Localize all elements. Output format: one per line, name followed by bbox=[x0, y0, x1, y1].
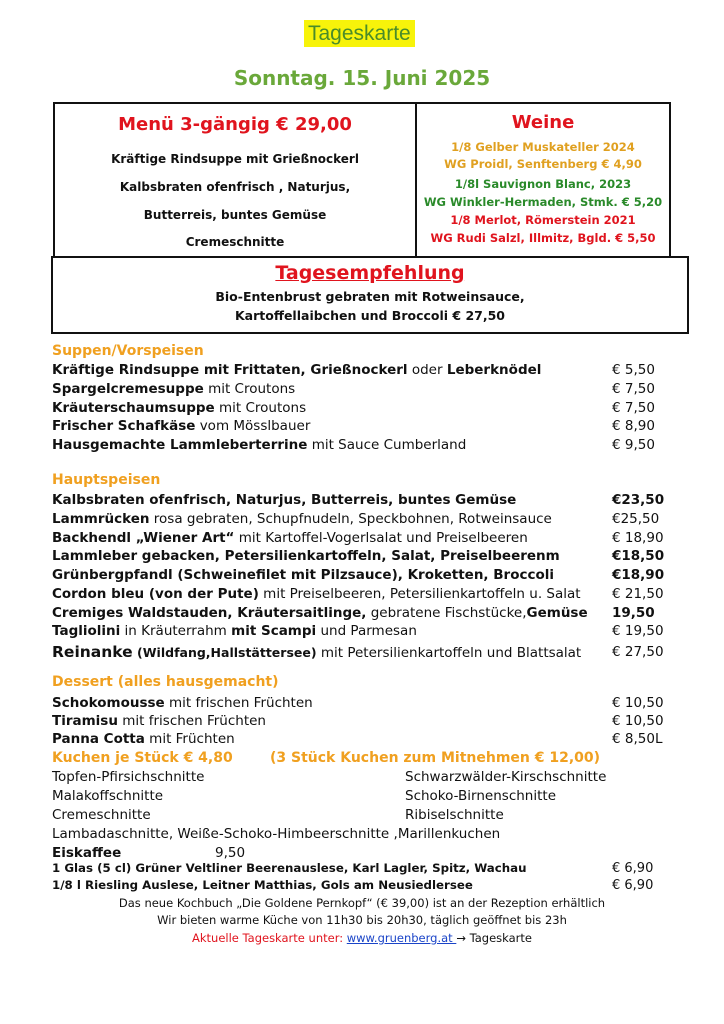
menu-item-row bbox=[52, 585, 692, 604]
menu-line: Butterreis, buntes Gemüse bbox=[143, 208, 327, 222]
footer-cookbook: Das neue Kochbuch „Die Goldene Pernkopf“ (€ 39,00) ist an der Rezeption erhältlich bbox=[118, 896, 606, 910]
kuchen-label: Kuchen je Stück € 4,80 bbox=[52, 750, 233, 766]
item-desc: in Kräuterrahm bbox=[120, 623, 232, 639]
item-text bbox=[52, 510, 552, 529]
item-text bbox=[52, 529, 528, 548]
item-name: Schokomousse bbox=[52, 695, 165, 711]
section-heading-hauptspeisen: Hauptspeisen bbox=[52, 472, 161, 488]
footer-link-line bbox=[0, 931, 724, 945]
cake-item: Topfen-Pfirsichschnitte bbox=[52, 769, 205, 785]
item-desc: gebratene Fischstücke, bbox=[366, 605, 527, 621]
item-name: Cordon bleu (von der Pute) bbox=[52, 586, 259, 602]
cake-item: Cremeschnitte bbox=[52, 807, 151, 823]
item-desc: mit Früchten bbox=[144, 731, 235, 747]
item-price: € 8,90 bbox=[612, 418, 655, 434]
item-name: Reinanke bbox=[52, 643, 133, 661]
wine-title: Weine bbox=[511, 112, 575, 133]
menu-item-row bbox=[52, 604, 692, 623]
item-price: €25,50 bbox=[612, 511, 660, 527]
item-price: € 7,50 bbox=[612, 400, 655, 416]
item-text bbox=[52, 491, 516, 510]
item-name: Leberknödel bbox=[446, 362, 542, 378]
item-name: Kalbsbraten ofenfrisch, Naturjus, Butterreis, buntes Gemüse bbox=[52, 492, 517, 508]
item-price: € 9,50 bbox=[612, 437, 655, 453]
item-text bbox=[52, 694, 313, 713]
menu-item-row bbox=[52, 694, 692, 713]
item-desc: mit Kartoffel-Vogerlsalat und Preiselbeeren bbox=[234, 530, 528, 546]
item-name: Panna Cotta bbox=[52, 731, 145, 747]
item-text bbox=[52, 380, 295, 399]
item-desc: mit Preiselbeeren, Petersilienkartoffeln u. Salat bbox=[258, 586, 581, 602]
item-text bbox=[52, 712, 266, 731]
item-name: Lammleber gebacken, Petersilienkartoffeln, Salat, Preiselbeerenm bbox=[52, 548, 560, 564]
tagesempfehlung-line: Bio-Entenbrust gebraten mit Rotweinsauce, bbox=[215, 289, 525, 304]
item-price: € 7,50 bbox=[612, 381, 655, 397]
footer-link-prefix: Aktuelle Tageskarte unter: bbox=[192, 931, 347, 945]
item-name: Cremiges Waldstauden, Kräutersaitlinge, bbox=[52, 605, 367, 621]
item-price: € 10,50 bbox=[612, 713, 664, 729]
dessertwine-text: 1/8 l Riesling Auslese, Leitner Matthias, Gols am Neusiedlersee bbox=[52, 878, 473, 892]
item-name: Gemüse bbox=[526, 605, 588, 621]
menu-item-row bbox=[52, 399, 692, 418]
item-desc: mit frischen Früchten bbox=[164, 695, 313, 711]
dessertwine-row bbox=[52, 877, 692, 894]
footer-hours: Wir bieten warme Küche von 11h30 bis 20h30, täglich geöffnet bis 23h bbox=[157, 913, 567, 927]
item-desc: mit Croutons bbox=[214, 400, 307, 416]
item-price: €18,90 bbox=[612, 567, 665, 583]
item-name: Spargelcremesuppe bbox=[52, 381, 204, 397]
item-desc: mit Petersilienkartoffeln und Blattsalat bbox=[316, 645, 582, 661]
arrow-icon: → bbox=[456, 931, 466, 945]
item-price: € 10,50 bbox=[612, 695, 664, 711]
item-desc: und Parmesan bbox=[316, 623, 417, 639]
cake-item: Schwarzwälder-Kirschschnitte bbox=[405, 769, 607, 785]
website-link[interactable]: www.gruenberg.at bbox=[346, 931, 457, 945]
menu-item-row bbox=[52, 622, 692, 641]
item-text bbox=[52, 547, 560, 566]
wine-line: 1/8l Sauvignon Blanc, 2023 bbox=[454, 177, 632, 191]
wine-line: WG Rudi Salzl, Illmitz, Bgld. € 5,50 bbox=[430, 231, 656, 245]
item-name: Hausgemachte Lammleberterrine bbox=[52, 437, 308, 453]
menu-line: Kräftige Rindsuppe mit Grießnockerl bbox=[111, 152, 359, 166]
menu-item-row bbox=[52, 380, 692, 399]
item-text bbox=[52, 585, 581, 604]
item-desc: rosa gebraten, Schupfnudeln, Speckbohnen, Rotweinsauce bbox=[149, 511, 552, 527]
menu-item-row bbox=[52, 491, 692, 510]
item-name: Kräuterschaumsuppe bbox=[52, 400, 215, 416]
menu-title: Menü 3-gängig € 29,00 bbox=[118, 114, 352, 135]
kuchen-takeaway: (3 Stück Kuchen zum Mitnehmen € 12,00) bbox=[270, 750, 601, 766]
section-heading-suppen: Suppen/Vorspeisen bbox=[52, 343, 204, 359]
menu-item-row bbox=[52, 417, 692, 436]
item-name: mit Scampi bbox=[231, 623, 317, 639]
item-price: € 19,50 bbox=[612, 623, 664, 639]
dessertwine-price: € 6,90 bbox=[612, 878, 654, 893]
item-price: 19,50 bbox=[612, 605, 655, 621]
section-heading-dessert: Dessert (alles hausgemacht) bbox=[52, 674, 279, 690]
item-name: Grünbergpfandl (Schweinefilet mit Pilzsauce), Kroketten, Broccoli bbox=[52, 567, 555, 583]
menu-item-row bbox=[52, 547, 692, 566]
menu-item-row bbox=[52, 566, 692, 585]
date-heading: Sonntag. 15. Juni 2025 bbox=[233, 66, 491, 90]
item-name: Kräftige Rindsuppe mit Frittaten, Grießnockerl bbox=[52, 362, 408, 378]
item-text bbox=[52, 399, 306, 418]
item-text bbox=[52, 730, 235, 749]
item-text bbox=[52, 417, 310, 436]
item-price: €18,50 bbox=[612, 548, 665, 564]
wine-line: WG Winkler-Hermaden, Stmk. € 5,20 bbox=[423, 195, 663, 209]
item-price: € 27,50 bbox=[612, 644, 664, 660]
footer-link-suffix: Tageskarte bbox=[465, 931, 532, 945]
dessertwine-text: 1 Glas (5 cl) Grüner Veltliner Beerenauslese, Karl Lagler, Spitz, Wachau bbox=[52, 861, 527, 875]
wine-box bbox=[415, 102, 671, 258]
wine-line: WG Proidl, Senftenberg € 4,90 bbox=[444, 157, 642, 171]
cake-item: Ribiselschnitte bbox=[405, 807, 504, 823]
item-text bbox=[52, 436, 466, 455]
tagesempfehlung-title: Tagesempfehlung bbox=[275, 262, 465, 284]
cake-line: Lambadaschnitte, Weiße-Schoko-Himbeerschnitte ,Marillenkuchen bbox=[52, 826, 501, 842]
menu-item-row bbox=[52, 641, 692, 663]
item-text bbox=[52, 622, 417, 641]
item-name: Tagliolini bbox=[52, 623, 121, 639]
item-desc: mit Sauce Cumberland bbox=[307, 437, 467, 453]
item-text bbox=[52, 566, 554, 585]
item-desc: mit frischen Früchten bbox=[117, 713, 266, 729]
item-name: Frischer Schafkäse bbox=[52, 418, 196, 434]
menu-item-row bbox=[52, 436, 692, 455]
item-name: Backhendl „Wiener Art“ bbox=[52, 530, 235, 546]
eiskaffee: Eiskaffee bbox=[52, 845, 122, 861]
cake-item: Malakoffschnitte bbox=[52, 788, 164, 804]
item-name-note: (Wildfang,Hallstättersee) bbox=[132, 645, 317, 660]
menu-box bbox=[53, 102, 417, 258]
wine-line: 1/8 Gelber Muskateller 2024 bbox=[451, 140, 635, 154]
menu-item-row bbox=[52, 510, 692, 529]
tagesempfehlung-line: Kartoffellaibchen und Broccoli € 27,50 bbox=[234, 308, 506, 323]
item-desc: mit Croutons bbox=[203, 381, 296, 397]
item-text bbox=[52, 361, 541, 380]
menu-item-row bbox=[52, 730, 692, 749]
item-price: € 8,50L bbox=[612, 731, 663, 747]
menu-line: Cremeschnitte bbox=[185, 235, 285, 249]
item-price: € 18,90 bbox=[612, 530, 664, 546]
menu-item-row bbox=[52, 529, 692, 548]
item-price: €23,50 bbox=[612, 492, 665, 508]
item-desc: vom Mösslbauer bbox=[195, 418, 311, 434]
item-name: Tiramisu bbox=[52, 713, 118, 729]
tagesempfehlung-box bbox=[51, 256, 689, 334]
wine-line: 1/8 Merlot, Römerstein 2021 bbox=[450, 213, 636, 227]
cake-item: Schoko-Birnenschnitte bbox=[405, 788, 556, 804]
menu-item-row bbox=[52, 712, 692, 731]
page-title: Tageskarte bbox=[304, 20, 415, 47]
item-text bbox=[52, 604, 588, 623]
item-price: € 5,50 bbox=[612, 362, 655, 378]
item-name: Lammrücken bbox=[52, 511, 150, 527]
eiskaffee-price: 9,50 bbox=[215, 845, 246, 861]
item-desc: oder bbox=[407, 362, 447, 378]
dessertwine-row bbox=[52, 860, 692, 877]
menu-line: Kalbsbraten ofenfrisch , Naturjus, bbox=[119, 180, 351, 194]
menu-item-row bbox=[52, 361, 692, 380]
dessertwine-price: € 6,90 bbox=[612, 861, 654, 876]
item-price: € 21,50 bbox=[612, 586, 664, 602]
